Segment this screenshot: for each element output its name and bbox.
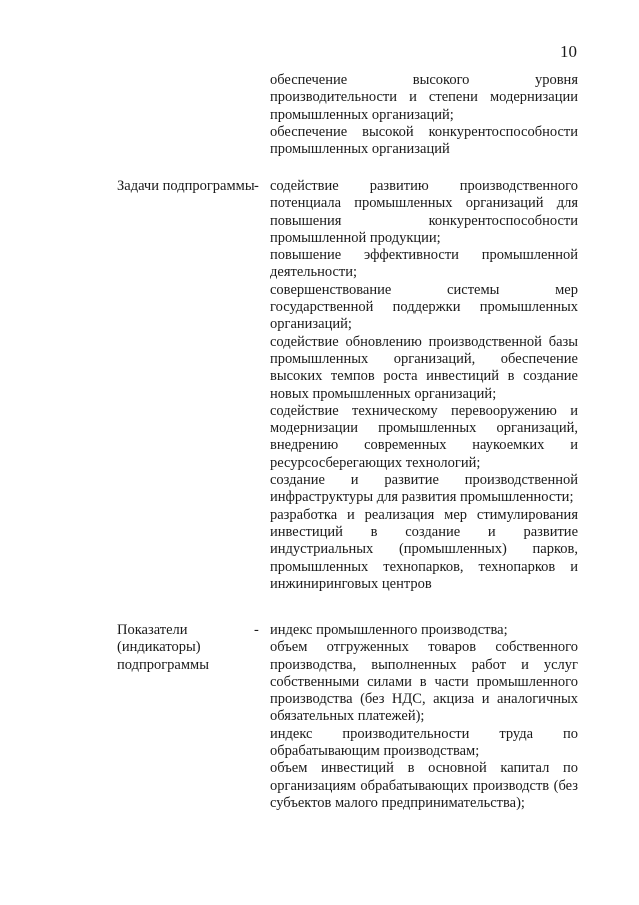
tasks-paragraph: повышение эффективности промышленной деятельности; (270, 247, 578, 281)
tasks-label: Задачи подпрограммы (117, 178, 255, 194)
tasks-paragraph: содействие техническому перевооружению и модернизации промышленных организаций, внедрению современных наукоемких и ресурсосберегающих технологий; (270, 402, 578, 471)
indicators-paragraph: индекс производительности труда по обрабатывающим производствам; (270, 725, 578, 760)
tasks-dash: - (254, 178, 259, 194)
tasks-paragraph: разработка и реализация мер стимулирования инвестиций в создание и развитие индустриальных (промышленных) парков, промышленных технопарков, технопарков и инжиниринговых центров (270, 506, 578, 592)
tasks-paragraph: создание и развитие производственной инфраструктуры для развития промышленности; (270, 472, 578, 506)
indicators-paragraph: индекс промышленного производства; (270, 622, 508, 638)
page-number: 10 (560, 42, 577, 61)
tasks-content (270, 178, 578, 593)
indicators-paragraph: объем отгруженных товаров собственного производства, выполненных работ и услуг собственными силами в части промышленного производства (без НДС, акциза и аналогичных обязательных платежей); (270, 639, 578, 725)
intro-paragraph: обеспечение высокого уровня производительности и степени модернизации промышленных организаций; (270, 72, 578, 123)
indicators-paragraph: объем инвестиций в основной капитал по организациям обрабатывающих производств (без субъектов малого предпринимательства); (270, 760, 578, 811)
indicators-label: Показатели (индикаторы) подпрограммы (117, 622, 209, 673)
indicators-content (270, 622, 578, 812)
indicators-dash: - (254, 622, 259, 638)
tasks-paragraph: совершенствование системы мер государственной поддержки промышленных организаций; (270, 281, 578, 333)
intro-content (270, 72, 578, 158)
intro-paragraph: обеспечение высокой конкурентоспособности промышленных организаций (270, 123, 578, 158)
tasks-paragraph: содействие обновлению производственной базы промышленных организаций, обеспечение высоких темпов роста инвестиций в создание новых промышленных организаций; (270, 333, 578, 402)
tasks-paragraph: содействие развитию производственного потенциала промышленных организаций для повышения конкурентоспособности промышленной продукции; (270, 178, 578, 246)
